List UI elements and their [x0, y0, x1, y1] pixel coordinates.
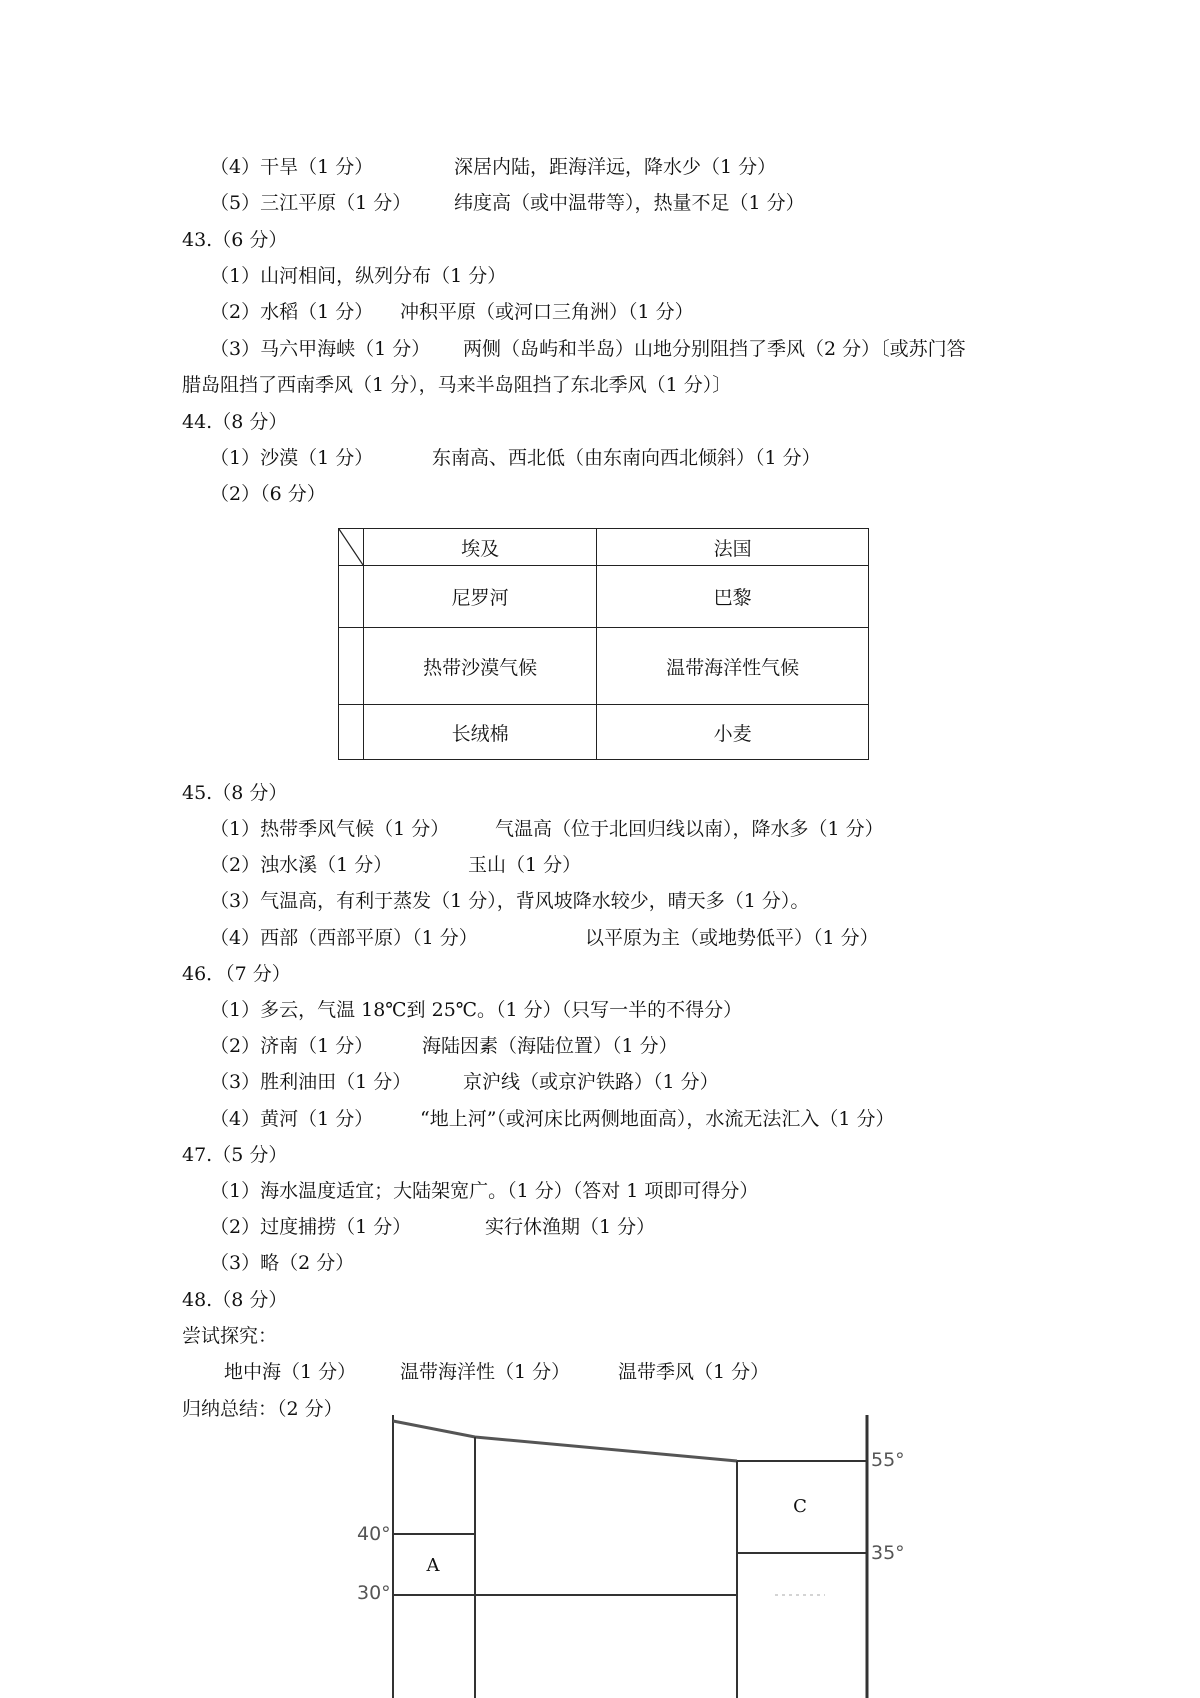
q48-try-answer-c: 温带季风（1 分） [618, 1361, 770, 1383]
lat-label-55: 55° [871, 1449, 905, 1471]
table-cell: 巴黎 [597, 566, 869, 628]
q43-part3-answer: （3）马六甲海峡（1 分） [210, 338, 431, 360]
q45-part2-peak: 玉山（1 分） [468, 854, 582, 876]
q45-part4-answer: （4）西部（西部平原）（1 分） [210, 927, 478, 949]
q44-part1-reason: 东南高、西北低（由东南向西北倾斜）（1 分） [432, 447, 821, 469]
q43-part3-reason: 两侧（岛屿和半岛）山地分别阻挡了季风（2 分）〔或苏门答 [463, 338, 966, 360]
q45-part4-reason: 以平原为主（或地势低平）（1 分） [585, 927, 879, 949]
diagonal-line-icon [339, 529, 363, 565]
table-row-stub [339, 566, 364, 628]
q46-part3-answer: （3）胜利油田（1 分） [210, 1071, 412, 1093]
table-cell: 温带海洋性气候 [597, 628, 869, 705]
diagram-top-boundary [393, 1421, 737, 1461]
q44-part1-answer: （1）沙漠（1 分） [210, 447, 374, 469]
q42-part4-reason: 深居内陆，距海洋远，降水少（1 分） [454, 156, 777, 178]
lat-label-40: 40° [357, 1523, 391, 1545]
q47-part1: （1）海水温度适宜；大陆架宽广。（1 分）（答对 1 项即可得分） [210, 1180, 759, 1202]
q43-part2-reason: 冲积平原（或河口三角洲）（1 分） [400, 301, 694, 323]
q47-part2-measure: 实行休渔期（1 分） [485, 1216, 656, 1238]
q42-part4-answer: （4）干旱（1 分） [210, 156, 374, 178]
table-row-stub [339, 705, 364, 760]
q46-part4-answer: （4）黄河（1 分） [210, 1108, 374, 1130]
q46-part1: （1）多云，气温 18℃到 25℃。（1 分）（只写一半的不得分） [210, 999, 743, 1021]
q48-try-label: 尝试探究： [182, 1325, 278, 1347]
egypt-france-table [338, 528, 869, 760]
table-cell: 长绒棉 [364, 705, 597, 760]
q46-heading: 46．（7 分） [182, 963, 291, 985]
lat-label-30: 30° [357, 1582, 391, 1604]
q48-summary-label: 归纳总结：（2 分） [182, 1398, 343, 1420]
q46-part2-answer: （2）济南（1 分） [210, 1035, 374, 1057]
climate-distribution-diagram [355, 1415, 915, 1698]
q43-part1: （1）山河相间，纵列分布（1 分） [210, 265, 507, 287]
table-cell: 尼罗河 [364, 566, 597, 628]
q48-try-answer-b: 温带海洋性（1 分） [400, 1361, 571, 1383]
q42-part5-reason: 纬度高（或中温带等），热量不足（1 分） [454, 192, 805, 214]
table-corner [339, 529, 364, 566]
region-label-c: C [793, 1496, 807, 1517]
q48-try-answer-a: 地中海（1 分） [224, 1361, 357, 1383]
q45-heading: 45.（8 分） [182, 782, 288, 804]
q45-part2-answer: （2）浊水溪（1 分） [210, 854, 393, 876]
table-cell: 小麦 [597, 705, 869, 760]
q43-heading: 43.（6 分） [182, 229, 288, 251]
q44-heading: 44.（8 分） [182, 411, 288, 433]
q46-part4-reason: “地上河”（或河床比两侧地面高），水流无法汇入（1 分） [420, 1108, 895, 1130]
table-header-egypt: 埃及 [364, 529, 597, 566]
q47-part2-answer: （2）过度捕捞（1 分） [210, 1216, 412, 1238]
q48-heading: 48.（8 分） [182, 1289, 288, 1311]
table-cell: 热带沙漠气候 [364, 628, 597, 705]
region-label-a: A [426, 1555, 440, 1576]
q43-part2-answer: （2）水稻（1 分） [210, 301, 374, 323]
q45-part3: （3）气温高，有利于蒸发（1 分），背风坡降水较少，晴天多（1 分）。 [210, 890, 810, 912]
lat-label-35: 35° [871, 1542, 905, 1564]
q45-part1-reason: 气温高（位于北回归线以南），降水多（1 分） [495, 818, 884, 840]
q46-part3-reason: 京沪线（或京沪铁路）（1 分） [463, 1071, 719, 1093]
q47-heading: 47.（5 分） [182, 1144, 288, 1166]
table-header-france: 法国 [597, 529, 869, 566]
q46-part2-reason: 海陆因素（海陆位置）（1 分） [422, 1035, 678, 1057]
q43-part3-continued: 腊岛阻挡了西南季风（1 分），马来半岛阻挡了东北季风（1 分）〕 [182, 374, 732, 396]
q45-part1-answer: （1）热带季风气候（1 分） [210, 818, 450, 840]
q47-part3: （3）略（2 分） [210, 1252, 355, 1274]
table-row-stub [339, 628, 364, 705]
q42-part5-answer: （5）三江平原（1 分） [210, 192, 412, 214]
q44-part2: （2）（6 分） [210, 483, 326, 505]
